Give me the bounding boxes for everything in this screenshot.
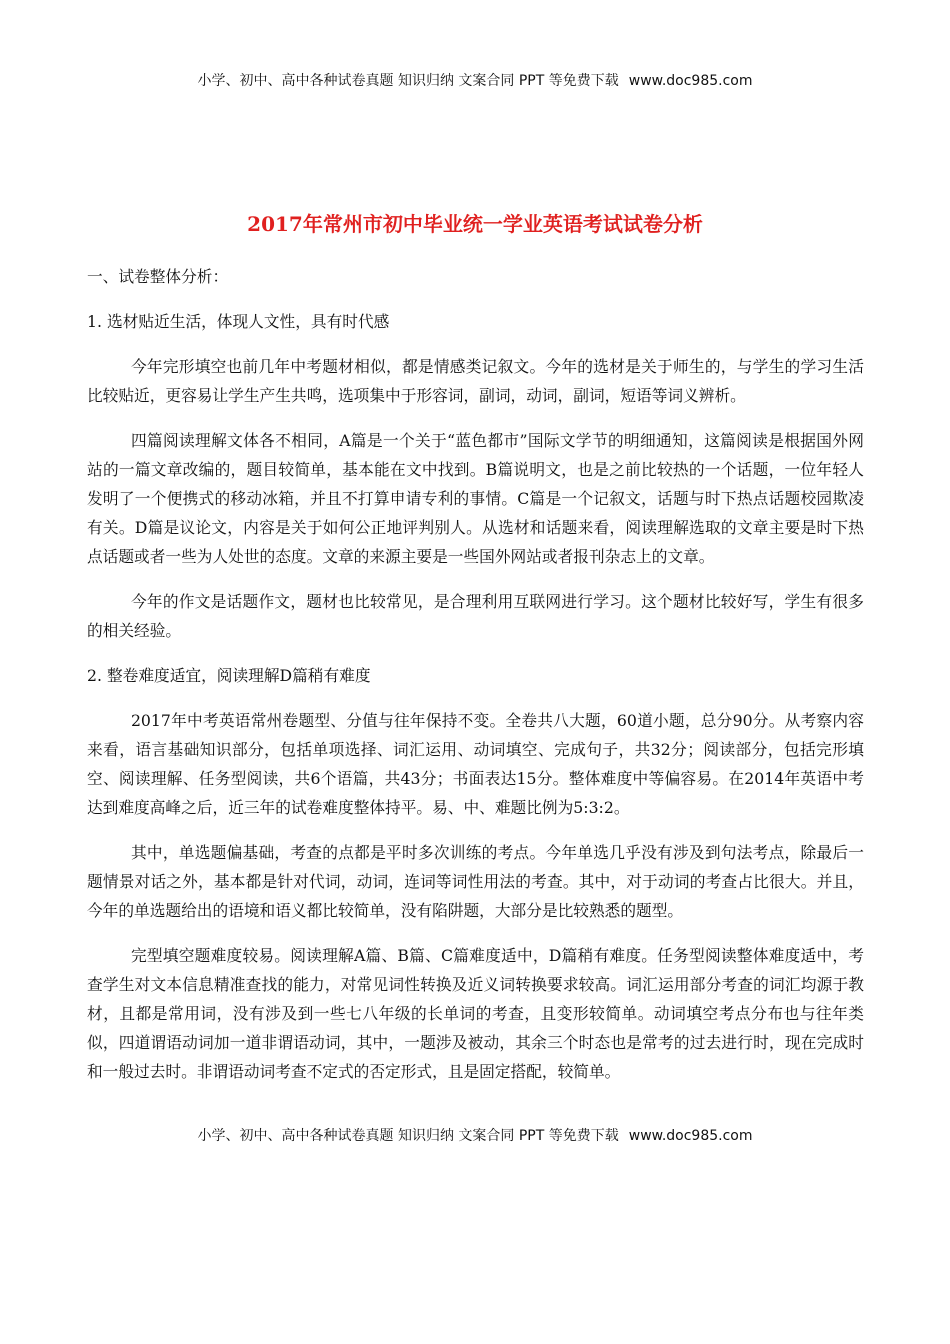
footer-text: 小学、初中、高中各种试卷真题 知识归纳 文案合同 PPT 等免费下载 [197,1128,619,1144]
paragraph: 今年完形填空也前几年中考题材相似，都是情感类记叙文。今年的选材是关于师生的，与学生的学习生活比较贴近，更容易让学生产生共鸣，选项集中于形容词，副词，动词，副词，短语等词义辨析。 [87,357,864,405]
header-link[interactable]: www.doc985.com [628,73,753,89]
paragraph: 2017年中考英语常州卷题型、分值与往年保持不变。全卷共八大题，60道小题，总分90分。从考察内容来看，语言基础知识部分，包括单项选择、词汇运用、动词填空、完成句子，共32分；阅读部分，包括完形填空、阅读理解、任务型阅读，共6个语篇，共43分；书面表达15分。整体难度中等偏容易。在2014年英语中考达到难度高峰之后，近三年的试卷难度整体持平。易、中、难题比例为5:3:2。 [87,711,864,817]
paragraph: 其中，单选题偏基础，考查的点都是平时多次训练的考点。今年单选几乎没有涉及到句法考点，除最后一题情景对话之外，基本都是针对代词，动词，连词等词性用法的考查。其中，对于动词的考查占比很大。并且，今年的单选题给出的语境和语义都比较简单，没有陷阱题，大部分是比较熟悉的题型。 [87,843,864,920]
section-heading: 一、试卷整体分析： [87,267,229,286]
header-text: 小学、初中、高中各种试卷真题 知识归纳 文案合同 PPT 等免费下载 [197,73,619,89]
paragraph: 完型填空题难度较易。阅读理解A篇、B篇、C篇难度适中，D篇稍有难度。任务型阅读整体难度适中，考查学生对文本信息精准查找的能力，对常见词性转换及近义词转换要求较高。词汇运用部分考查的词汇均源于教材，且都是常用词，没有涉及到一些七八年级的长单词的考查，且变形较简单。动词填空考点分布也与往年类似，四道谓语动词加一道非谓语动词，其中，一题涉及被动，其余三个时态也是常考的过去进行时，现在完成时和一般过去时。非谓语动词考查不定式的否定形式，且是固定搭配，较简单。 [87,946,864,1081]
footer-link[interactable]: www.doc985.com [628,1128,753,1144]
paragraph: 今年的作文是话题作文，题材也比较常见，是合理利用互联网进行学习。这个题材比较好写，学生有很多的相关经验。 [87,592,864,640]
page-header [0,70,950,90]
subsection-heading: 1. 选材贴近生活，体现人文性，具有时代感 [87,312,390,331]
page-footer [0,1125,950,1145]
paragraph: 四篇阅读理解文体各不相同，A篇是一个关于“蓝色都市”国际文学节的明细通知，这篇阅读是根据国外网站的一篇文章改编的，题目较简单，基本能在文中找到。B篇说明文，也是之前比较热的一个话题，一位年轻人发明了一个便携式的移动冰箱，并且不打算申请专利的事情。C篇是一个记叙文，话题与时下热点话题校园欺凌有关。D篇是议论文，内容是关于如何公正地评判别人。从选材和话题来看，阅读理解选取的文章主要是时下热点话题或者一些为人处世的态度。文章的来源主要是一些国外网站或者报刊杂志上的文章。 [87,431,864,566]
document-body [87,262,864,1102]
subsection-heading: 2. 整卷难度适宜，阅读理解D篇稍有难度 [87,666,371,685]
document-title: 2017年常州市初中毕业统一学业英语考试试卷分析 [247,212,703,236]
